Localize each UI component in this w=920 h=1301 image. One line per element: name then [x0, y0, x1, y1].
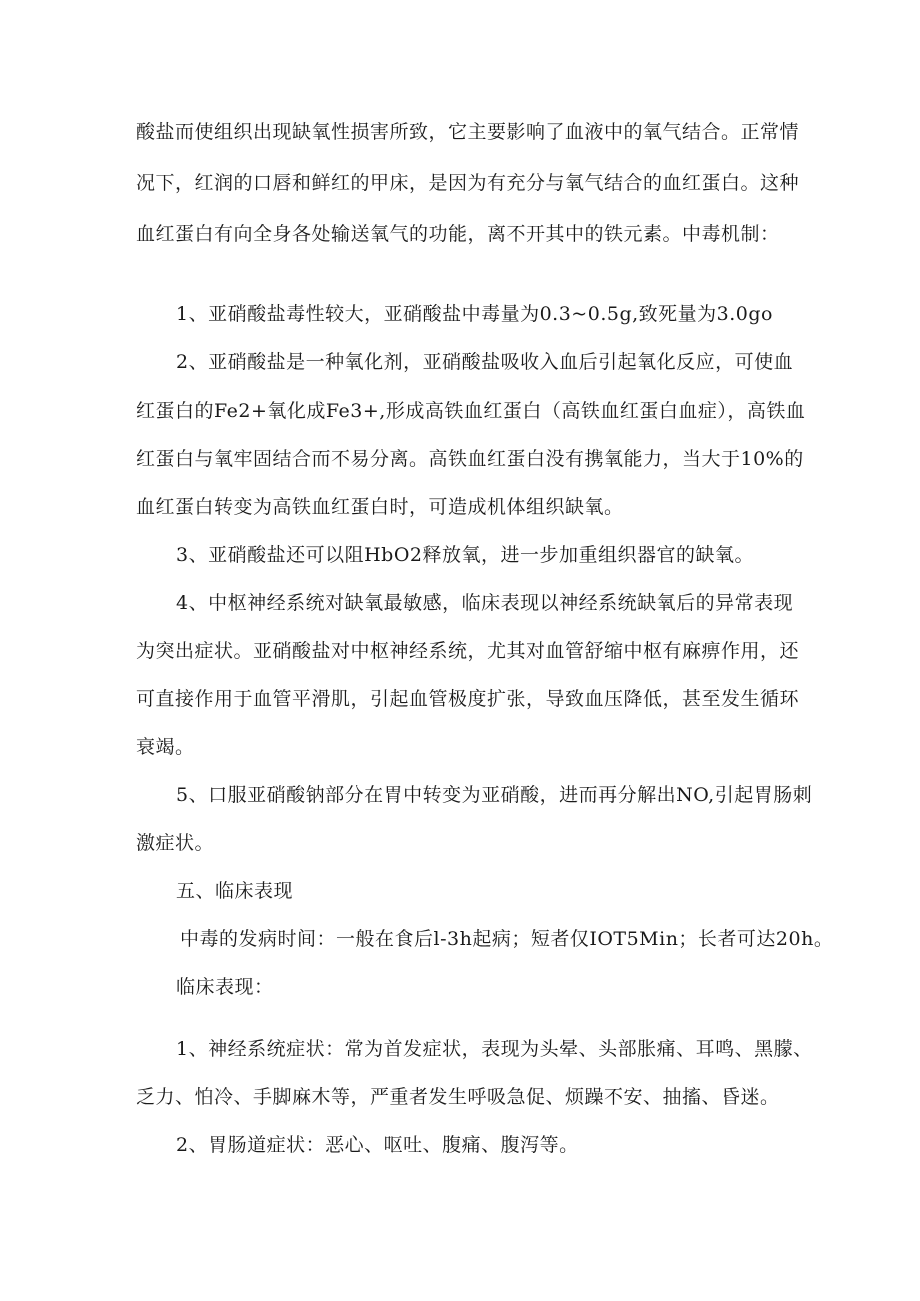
clinical-subheading: 临床表现：: [176, 976, 274, 998]
mechanism-item-2-line-1: 2、亚硝酸盐是一种氧化剂，亚硝酸盐吸收入血后引起氧化反应，可使血: [176, 351, 794, 373]
symptom-1-line-2: 乏力、怕冷、手脚麻木等，严重者发生呼吸急促、烦躁不安、抽搐、昏迷。: [136, 1086, 780, 1108]
mechanism-item-4-line-2: 为突出症状。亚硝酸盐对中枢神经系统，尤其对血管舒缩中枢有麻痹作用，还: [136, 640, 800, 662]
mechanism-item-3: 3、亚硝酸盐还可以阻HbO2释放氧，进一步加重组织器官的缺氧。: [176, 544, 754, 566]
mechanism-item-2-line-3: 红蛋白与氧牢固结合而不易分离。高铁血红蛋白没有携氧能力，当大于10%的: [136, 448, 804, 470]
section-heading: 五、临床表现: [176, 880, 294, 902]
mechanism-item-4-line-3: 可直接作用于血管平滑肌，引起血管极度扩张，导致血压降低，甚至发生循环: [136, 688, 800, 710]
mechanism-item-4-line-4: 衰竭。: [136, 736, 195, 758]
mechanism-item-1: 1、亚硝酸盐毒性较大，亚硝酸盐中毒量为0.3~0.5g,致死量为3.0go: [176, 303, 773, 325]
mechanism-item-5-line-1: 5、口服亚硝酸钠部分在胃中转变为亚硝酸，进而再分解出NO,引起胃肠刺: [176, 784, 813, 806]
onset-time-text: 中毒的发病时间：一般在食后l-3h起病；短者仅IOT5Min；长者可达20h。: [180, 928, 834, 950]
symptom-2: 2、胃肠道症状：恶心、呕吐、腹痛、腹泻等。: [176, 1134, 579, 1156]
mechanism-item-4-line-1: 4、中枢神经系统对缺氧最敏感，临床表现以神经系统缺氧后的异常表现: [176, 592, 794, 614]
intro-line-2: 况下，红润的口唇和鲜红的甲床，是因为有充分与氧气结合的血红蛋白。这种: [136, 172, 800, 194]
mechanism-item-2-line-2: 红蛋白的Fe2+氧化成Fe3+,形成高铁血红蛋白（高铁血红蛋白血症），高铁血: [136, 400, 806, 422]
intro-line-3: 血红蛋白有向全身各处输送氧气的功能，离不开其中的铁元素。中毒机制：: [136, 223, 780, 245]
intro-line-1: 酸盐而使组织出现缺氧性损害所致，它主要影响了血液中的氧气结合。正常情: [136, 121, 800, 143]
mechanism-item-2-line-4: 血红蛋白转变为高铁血红蛋白时，可造成机体组织缺氧。: [136, 496, 624, 518]
symptom-1-line-1: 1、神经系统症状：常为首发症状，表现为头晕、头部胀痛、耳鸣、黑朦、: [176, 1038, 813, 1060]
mechanism-item-5-line-2: 激症状。: [136, 832, 215, 854]
